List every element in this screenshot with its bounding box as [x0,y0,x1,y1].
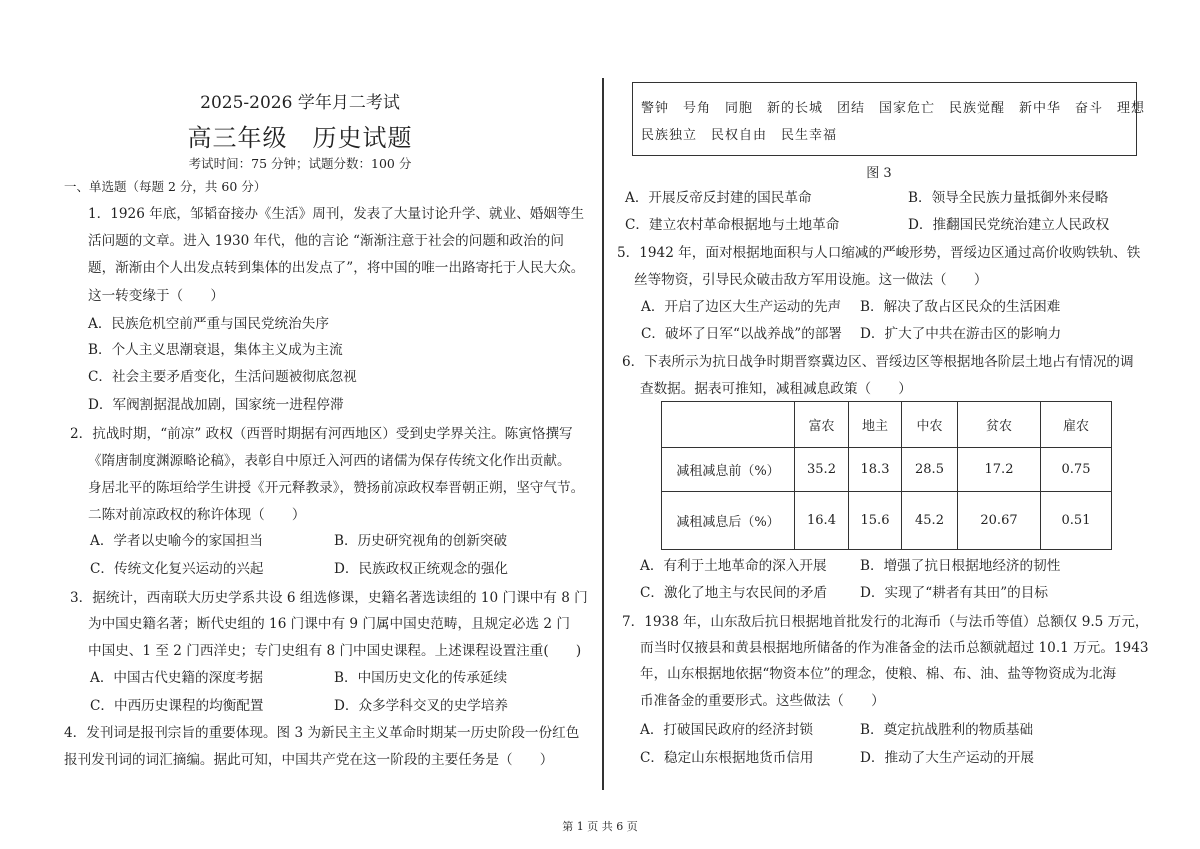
q1-option-d: D．军阀割据混战加剧，国家统一进程停滞 [88,397,344,413]
q4-option-b: B．领导全民族力量抵御外来侵略 [908,190,1109,206]
figure-3-line: 警钟 号角 同胞 新的长城 团结 国家危亡 民族觉醒 新中华 奋斗 理想 [641,101,1146,116]
q6-option-a: A．有利于土地革命的深入开展 [640,558,827,574]
q5-line: 5．1942 年，面对根据地面积与人口缩减的严峻形势，晋绥边区通过高价收购铁轨、铁 [617,245,1141,261]
table-cell: 35.2 [795,448,849,492]
table-cell: 15.6 [849,492,902,550]
table-cell: 28.5 [902,448,958,492]
table-header-cell [662,402,795,448]
q6-line: 查数据。据表可推知，减租减息政策（ ） [640,381,912,397]
q5-option-a: A．开启了边区大生产运动的先声 [641,299,842,315]
q2-option-c: C．传统文化复兴运动的兴起 [90,561,264,577]
exam-info: 考试时间：75 分钟；试题分数：100 分 [188,156,412,171]
table-row [662,492,1112,550]
q6-option-b: B．增强了抗日根据地经济的韧性 [860,558,1061,574]
table-cell: 16.4 [795,492,849,550]
q3-option-d: D．众多学科交叉的史学培养 [334,698,509,714]
q3-option-c: C．中西历史课程的均衡配置 [90,698,264,714]
q2-option-d: D．民族政权正统观念的强化 [334,561,509,577]
q7-option-c: C．稳定山东根据地货币信用 [640,750,814,766]
table-header-row [662,402,1112,448]
q3-line: 为中国史籍名著；断代史组的 16 门课中有 9 门属中国史范畴，且规定必选 2 门 [88,616,570,632]
figure-3-caption: 图 3 [866,166,892,181]
q4-line: 4．发刊词是报刊宗旨的重要体现。图 3 为新民主主义革命时期某一历史阶段一份红色 [64,725,580,741]
q3-line: 中国史、1 至 2 门西洋史；专门史组有 8 门中国史课程。上述课程设置注重( ) [88,643,582,659]
q1-option-a: A．民族危机空前严重与国民党统治失序 [88,316,329,332]
q3-line: 3．据统计，西南联大历史学系共设 6 组选修课，史籍名著选读组的 10 门课中有 8 门 [70,590,588,606]
figure-3-box [632,82,1146,156]
exam-title: 2025-2026 学年月二考试 [200,93,400,113]
q5-option-d: D．扩大了中共在游击区的影响力 [860,326,1062,342]
q4-option-c: C．建立农村革命根据地与土地革命 [625,217,840,233]
table-cell: 17.2 [958,448,1041,492]
q2-option-a: A．学者以史喻今的家国担当 [90,533,263,549]
q5-option-c: C．破坏了日军“以战养战”的部署 [641,326,843,342]
q4-line: 报刊发刊词的词汇摘编。据此可知，中国共产党在这一阶段的主要任务是（ ） [64,752,554,768]
q7-line: 7．1938 年，山东敌后抗日根据地首批发行的北海币（与法币等值）总额仅 9.5 万元， [622,614,1149,630]
table-header-cell: 中农 [902,402,958,448]
q2-line: 二陈对前凉政权的称许体现（ ） [88,507,306,523]
q7-line: 年，山东根据地依据“物资本位”的理念，使粮、棉、布、油、盐等物资成为北海 [640,666,1117,682]
table-row [662,448,1112,492]
table-cell: 20.67 [958,492,1041,550]
table-header-cell: 贫农 [958,402,1041,448]
table-header-cell: 地主 [849,402,902,448]
q7-option-b: B．奠定抗战胜利的物质基础 [860,722,1034,738]
table-row-label: 减租减息后（%） [662,492,795,550]
q7-option-d: D．推动了大生产运动的开展 [860,750,1035,766]
q5-option-b: B．解决了敌占区民众的生活困难 [860,299,1061,315]
q1-line: 活问题的文章。进入 1930 年代，他的言论 “渐渐注意于社会的问题和政治的问 [88,233,564,249]
q1-option-b: B．个人主义思潮衰退，集体主义成为主流 [88,342,343,358]
q2-line: 身居北平的陈垣给学生讲授《开元释教录》，赞扬前凉政权奉晋朝正朔，坚守气节。 [88,480,585,496]
q3-option-a: A．中国古代史籍的深度考据 [90,670,263,686]
q4-option-a: A．开展反帝反封建的国民革命 [625,190,812,206]
q7-line: 币准备金的重要形式。这些做法（ ） [640,693,885,709]
table-cell: 0.75 [1041,448,1112,492]
land-ownership-table [661,401,1112,550]
q1-line: 题，渐渐由个人出发点转到集体的出发点了”，将中国的唯一出路寄托于人民大众。 [88,260,585,276]
q5-line: 丝等物资，引导民众破击敌方军用设施。这一做法（ ） [634,272,988,288]
q3-option-b: B．中国历史文化的传承延续 [334,670,508,686]
subject-title: 高三年级 历史试题 [187,124,413,152]
q4-option-d: D．推翻国民党统治建立人民政权 [908,217,1110,233]
q6-line: 6．下表所示为抗日战争时期晋察冀边区、晋绥边区等根据地各阶层土地占有情况的调 [622,354,1134,370]
page-footer: 第 1 页 共 6 页 [562,820,638,833]
column-divider [602,78,604,790]
q2-line: 2．抗战时期，“前凉” 政权（西晋时期据有河西地区）受到史学界关注。陈寅恪撰写 [70,426,573,442]
q1-line: 这一转变缘于（ ） [88,288,224,304]
q2-line: 《隋唐制度渊源略论稿》，表彰自中原迁入河西的诸儒为保存传统文化作出贡献。 [88,453,571,469]
section-title: 一、单选题（每题 2 分，共 60 分） [64,179,267,194]
table-cell: 0.51 [1041,492,1112,550]
q1-line: 1．1926 年底，邹韬奋接办《生活》周刊，发表了大量讨论升学、就业、婚姻等生 [88,206,585,222]
q1-option-c: C．社会主要矛盾变化，生活问题被彻底忽视 [88,369,357,385]
q7-option-a: A．打破国民政府的经济封锁 [640,722,813,738]
table-header-cell: 雇农 [1041,402,1112,448]
q7-line: 而当时仅掖县和黄县根据地所储备的作为准备金的法币总额就超过 10.1 万元。1943 [640,640,1149,656]
table-cell: 45.2 [902,492,958,550]
table-header-cell: 富农 [795,402,849,448]
q6-option-c: C．激化了地主与农民间的矛盾 [640,585,828,601]
table-cell: 18.3 [849,448,902,492]
figure-3-line: 民族独立 民权自由 民生幸福 [641,128,838,143]
q2-option-b: B．历史研究视角的创新突破 [334,533,508,549]
table-row-label: 减租减息前（%） [662,448,795,492]
q6-option-d: D．实现了“耕者有其田”的目标 [860,585,1048,601]
